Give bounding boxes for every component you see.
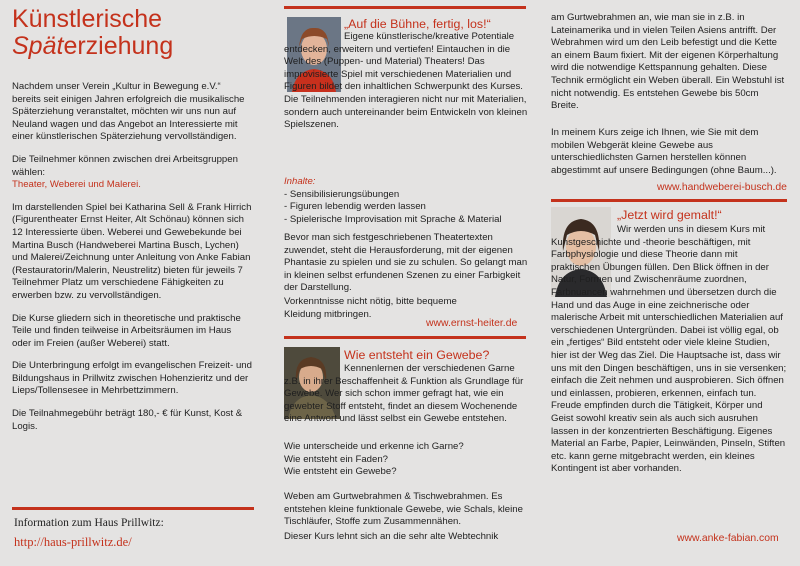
title-line-2 bbox=[12, 33, 173, 60]
painting-course-title: „Jetzt wird gemalt!“ bbox=[617, 208, 722, 222]
weaving-continued: am Gurtwebrahmen an, wie man sie in z.B. in Lateinamerika und in vielen Teilen Asiens antrifft. Der Webrahmen wird um den Leib befestigt und die Kette an einem Baum fixiert. Mit der eigenen Körperhaltung wird die notwendige Kettspannung gehalten. Diese Technik ermöglicht ein Weben überall. Ein Webstuhl ist nicht notwendig. Es entstehen Gewebe bis 50cm Breite. bbox=[551, 12, 785, 112]
inhalte-item: - Figuren lebendig werden lassen bbox=[284, 201, 426, 213]
divider-rule bbox=[284, 336, 526, 339]
inhalte-label: Inhalte: bbox=[284, 176, 316, 187]
handweberei-busch-link[interactable]: www.handweberei-busch.de bbox=[657, 182, 787, 193]
weaving-description: Kennenlernen der verschiedenen Garne z.B. in ihrer Beschaffenheit & Funktion als Grundlage für Gewebe. Wer sich schon immer gefragt hat, wie ein gewebter Stoff entsteht, findet an diesem Wochenende eine Antwort und lässt selbst ein Gewebe entstehen. bbox=[284, 363, 524, 425]
title-line-1: Künstlerische bbox=[12, 5, 163, 33]
column-right bbox=[551, 0, 793, 566]
divider-rule bbox=[12, 507, 254, 510]
weaving-text-3: Dieser Kurs lehnt sich an die sehr alte Webtechnik bbox=[284, 531, 499, 542]
intro-paragraph: Nachdem unser Verein „Kultur in Bewegung e.V.“ bereits seit einigen Jahren erfolgreich die musikalische Späterziehung veranstaltet, möchten wir uns nun auf Neuland wagen und das Angebot an Interessierte mit einer künstlerischen Späterziehung vervollständigen. bbox=[12, 81, 245, 143]
inhalte-item: - Sensibilisierungsübungen bbox=[284, 188, 400, 200]
title-accent: Spät bbox=[12, 32, 64, 60]
groups-text: Die Teilnehmer können zwischen drei Arbeitsgruppen wählen: bbox=[12, 153, 238, 178]
weaving-question: Wie entsteht ein Faden? bbox=[284, 453, 388, 465]
painting-description: Wir werden uns in diesem Kurs mit Kunstgeschichte und -theorie beschäftigen, mit Farbphysiologie und diese Theorie dann mit praktischen Übungen füllen. Den Blick öffnen in der Natur, Formen und Zwischenräume zuordnen, Farbnuancen wahrnehmen und übersetzen durch die Hand und das Auge in eine zeichnerische oder malerische Arbeit mit unterschiedlichen Materialien auf verschiedenen Untergründen. Dabei ist völlig egal, ob ein „fertiges“ Bild entsteht oder viele kleine Studien, hier ist der Weg das Ziel. Die Hauptsache ist, dass wir uns mit den Dingen beschäftigen, uns in sie versenken; einfach die Zeit nehmen und ausprobieren. Sich öffnen und einlassen, probieren, erkennen, einfach tun. Freude empfinden durch die Tätigkeit, Körper und Geist sowohl kreativ sein als auch sich ausruhen lassen in der konzentrierten Beschäftigung. Eigenes Material an Farbe, Papier, Leinwänden, Pinseln, Stiften etc. kann gerne mitgebracht werden, ein kleines Kontingent ist aber vorhanden. bbox=[551, 224, 787, 475]
groups-paragraph bbox=[12, 154, 252, 192]
weaving-course-title: Wie entsteht ein Gewebe? bbox=[344, 348, 490, 362]
theater-description: Eigene künstlerische/kreative Potentiale entdecken, erweitern und vertiefen! Eintauchen in die Welt des (Puppen- und Material) Theaters! Das improvisierte Spiel mit verschiedenen Materialien und Figuren bildet den inhaltlichen Schwerpunkt des Kurses. Die Teilnehmenden interagieren nicht nur mit Materialien, sondern auch untereinander beim Entwickeln von kleinen Spielszenen. bbox=[284, 31, 528, 131]
course-structure-paragraph: Die Kurse gliedern sich in theoretische und praktische Teile und finden teilweise in Arbeitsräumen im Haus oder im Freien (außer Weberei) statt. bbox=[12, 312, 241, 349]
anke-fabian-link[interactable]: www.anke-fabian.com bbox=[677, 533, 779, 544]
theater-course-title: „Auf die Bühne, fertig, los!“ bbox=[344, 17, 491, 31]
theater-text-3: Vorkenntnisse nicht nötig, bitte bequeme Kleidung mitbringen. bbox=[284, 296, 457, 320]
info-label: Information zum Haus Prillwitz: bbox=[14, 517, 164, 529]
divider-rule bbox=[551, 199, 787, 202]
groups-list: Theater, Weberei und Malerei. bbox=[12, 179, 141, 191]
column-middle bbox=[284, 0, 532, 566]
accommodation-paragraph: Die Unterbringung erfolgt im evangelischen Freizeit- und Bildungshaus in Prillwitz zwischen Hohenzieritz und der Lieps/Tollensesee in Mehrbettzimmern. bbox=[12, 360, 252, 397]
weaving-text-2: Weben am Gurtwebrahmen & Tischwebrahmen. Es entstehen kleine funktionale Gewebe, wie Schals, kleine Tischläufer, Stoffe zum Zusammennähen. bbox=[284, 491, 523, 528]
title-rest: erziehung bbox=[63, 32, 174, 60]
weaving-question: Wie entsteht ein Gewebe? bbox=[284, 466, 397, 478]
page-title bbox=[12, 6, 173, 60]
ernst-heiter-link[interactable]: www.ernst-heiter.de bbox=[426, 318, 518, 329]
weaving-question: Wie unterscheide und erkenne ich Garne? bbox=[284, 441, 464, 452]
instructors-paragraph: Im darstellenden Spiel bei Katharina Sell & Frank Hirrich (Figurentheater Ernst Heiter, Alt Schönau) können sich 12 Interessierte üben. Weberei und Gewebekunde bei Martina Busch (Handweberei Martina Busch, Lychen) und Malerei/Zeichnung unter Anleitung von Anke Fabian (Restauratorin/Malerin, Neustrelitz) bieten für jeweils 7 Teilnehmer Platz um verschiedene Fähigkeiten zu erwerben bzw. zu vervollständigen. bbox=[12, 201, 252, 301]
haus-prillwitz-link[interactable]: http://haus-prillwitz.de/ bbox=[14, 535, 132, 549]
weaving-continued-2: In meinem Kurs zeige ich Ihnen, wie Sie mit dem mobilen Webgerät kleine Gewebe aus unterschiedlichsten Garnen herstellen können abgestimmt auf unsere Bedingungen (ohne Baum...). bbox=[551, 127, 777, 176]
column-left bbox=[12, 0, 258, 566]
inhalte-item: - Spielerische Improvisation mit Sprache & Material bbox=[284, 213, 502, 225]
fee-paragraph: Die Teilnahmegebühr beträgt 180,- € für Kunst, Kost & Logis. bbox=[12, 408, 243, 432]
theater-text-2: Bevor man sich festgeschriebenen Theatertexten zuwendet, steht die Herausforderung, mit der eigenen Phantasie zu spielen und sie zu schulen. So gelangt man in kleinen selbst erfundenen Szenen zu einer Farbigkeit der Darstellung. bbox=[284, 232, 528, 294]
divider-rule bbox=[284, 6, 526, 9]
